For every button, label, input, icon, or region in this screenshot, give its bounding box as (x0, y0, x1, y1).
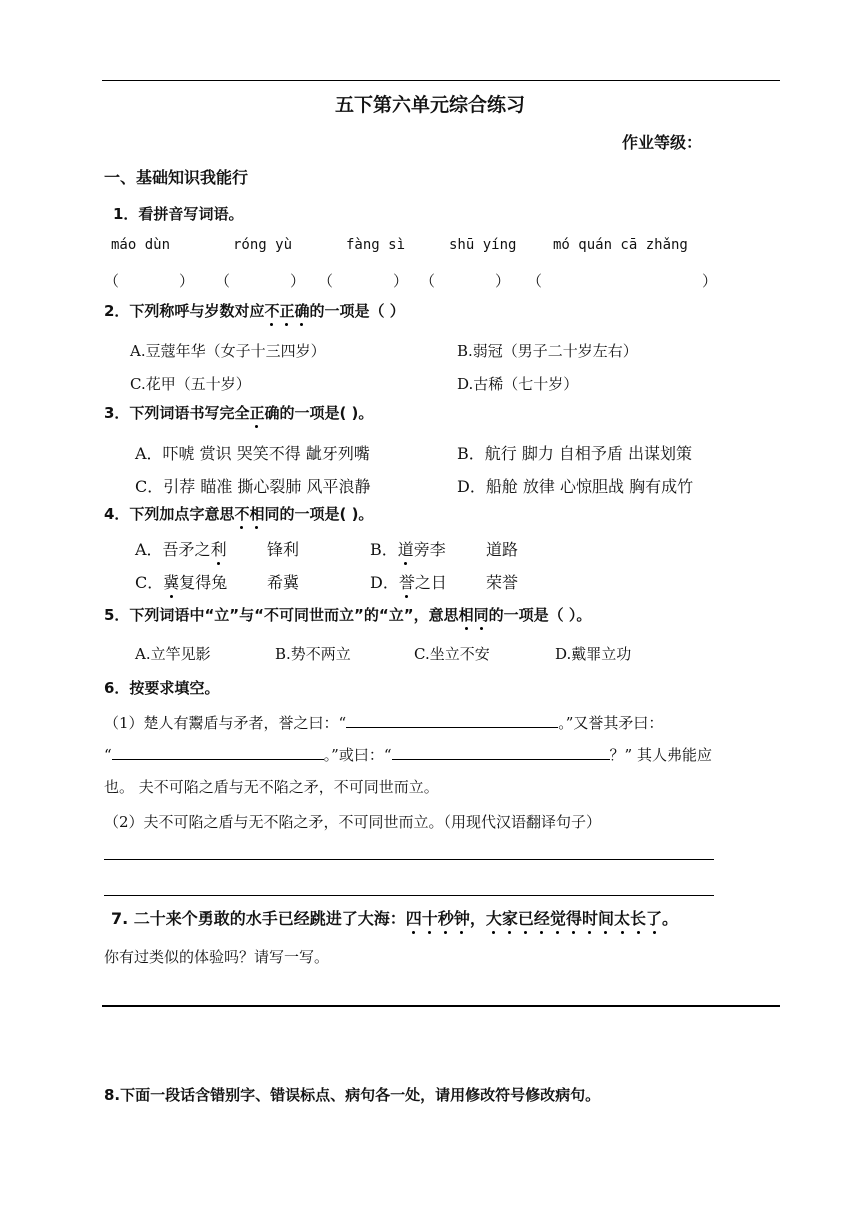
q2-option-a[interactable]: A.豆蔻年华（女子十三四岁） (130, 342, 326, 360)
question-7-label: 7. 二十来个勇敢的水手已经跳进了大海：四十秒钟，大家已经觉得时间太长了。 (111, 906, 678, 929)
q4-option-a-pair: 锋利 (267, 540, 300, 559)
q4-option-a[interactable]: A．吾矛之利 (135, 537, 227, 560)
q3-option-b[interactable]: B．航行 脚力 自相予盾 出谋划策 (457, 444, 693, 463)
q2-option-d[interactable]: D.古稀（七十岁） (457, 375, 579, 393)
q4-option-c-pair: 希冀 (267, 573, 300, 592)
answer-bracket-5[interactable]: （ ） (527, 272, 718, 290)
answer-bracket-1[interactable]: （ ） (104, 272, 195, 290)
q6-passage-line-1: （1）楚人有鬻盾与矛者，誉之曰：“ 。”又誉其矛曰： (104, 714, 664, 732)
q5-option-a[interactable]: A.立竿见影 (135, 645, 211, 663)
pinyin-2: róng yù (233, 237, 293, 253)
q6-blank-2[interactable] (112, 745, 324, 760)
q6-part-2: （2）夫不可陷之盾与无不陷之矛，不可同世而立。（用现代汉语翻译句子） (104, 813, 602, 831)
page-title: 五下第六单元综合练习 (334, 94, 525, 116)
grade-label: 作业等级： (622, 133, 703, 152)
answer-bracket-3[interactable]: （ ） (318, 272, 409, 290)
q5-option-b[interactable]: B.势不两立 (275, 645, 351, 663)
q2-option-b[interactable]: B.弱冠（男子二十岁左右） (457, 342, 638, 360)
top-rule (102, 80, 780, 81)
q6-answer-line-1[interactable] (104, 859, 714, 860)
question-8-label: 8.下面一段话含错别字、错误标点、病句各一处，请用修改符号修改病句。 (104, 1086, 601, 1104)
pinyin-5: mó quán cā zhǎng (553, 237, 688, 253)
q3-option-c[interactable]: C．引荐 瞄准 撕心裂肺 风平浪静 (135, 477, 371, 496)
question-3-label: 3．下列词语书写完全正确的一项是( )。 (104, 404, 374, 422)
section-heading: 一、基础知识我能行 (104, 168, 249, 187)
q4-option-d[interactable]: D．誉之日 (370, 570, 447, 593)
q6-blank-1[interactable] (346, 713, 558, 728)
q6-blank-3[interactable] (392, 745, 610, 760)
q7-prompt: 你有过类似的体验吗？请写一写。 (104, 948, 330, 966)
section-divider (102, 1005, 780, 1007)
q3-option-d[interactable]: D．船舱 放律 心惊胆战 胸有成竹 (457, 477, 694, 496)
pinyin-1: máo dùn (111, 237, 171, 253)
question-1-label: 1．看拼音写词语。 (113, 205, 244, 223)
q4-option-d-pair: 荣誉 (486, 573, 519, 592)
answer-bracket-4[interactable]: （ ） (420, 272, 511, 290)
question-4-label: 4．下列加点字意思不相同的一项是( )。 (104, 505, 374, 523)
q6-answer-line-2[interactable] (104, 895, 714, 896)
pinyin-3: fàng sì (346, 237, 406, 253)
q3-option-a[interactable]: A．吓唬 赏识 哭笑不得 龇牙列嘴 (135, 444, 370, 463)
q5-option-c[interactable]: C.坐立不安 (414, 645, 490, 663)
q4-option-c[interactable]: C．冀复得兔 (135, 570, 227, 593)
answer-bracket-2[interactable]: （ ） (215, 272, 306, 290)
question-5-label: 5．下列词语中“立”与“不可同世而立”的“立”，意思相同的一项是（ ）。 (104, 606, 592, 624)
q6-passage-line-2: “ 。”或曰：“ ？” 其人弗能应 (104, 746, 712, 764)
pinyin-4: shū yíng (449, 237, 517, 253)
q2-option-c[interactable]: C.花甲（五十岁） (130, 375, 251, 393)
q5-option-d[interactable]: D.戴罪立功 (555, 645, 632, 663)
question-6-label: 6．按要求填空。 (104, 679, 220, 697)
q4-option-b[interactable]: B．道旁李 (370, 537, 446, 560)
q6-passage-line-3: 也。 夫不可陷之盾与无不陷之矛，不可同世而立。 (104, 778, 439, 796)
q4-option-b-pair: 道路 (486, 540, 519, 559)
question-2-label: 2．下列称呼与岁数对应不正确的一项是（ ） (104, 302, 405, 320)
